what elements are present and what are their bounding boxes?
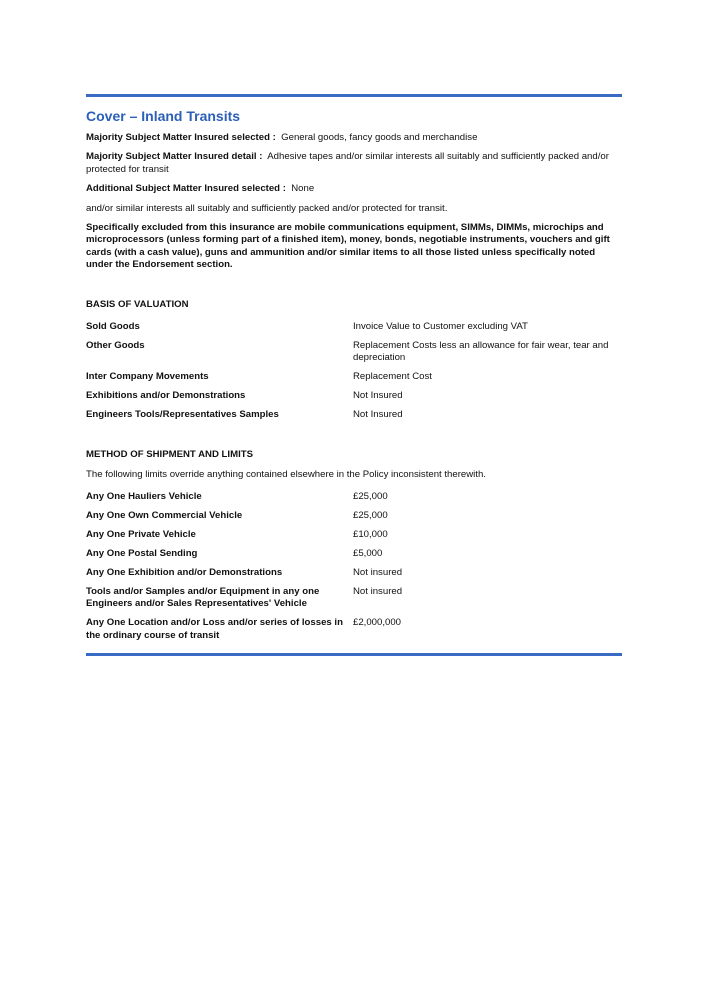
majority-detail-value: Adhesive tapes and/or similar interests all suitably and sufficiently packed and/or protected for transit: [86, 151, 609, 175]
majority-detail-label: Majority Subject Matter Insured detail :: [86, 151, 263, 163]
valuation-heading: BASIS OF VALUATION: [86, 298, 189, 310]
shipment-value: £2,000,000: [353, 617, 402, 629]
valuation-table: [86, 321, 622, 428]
shipment-value: Not insured: [353, 586, 403, 598]
valuation-value: Invoice Value to Customer excluding VAT: [353, 320, 528, 332]
shipment-label: Any One Hauliers Vehicle: [86, 491, 202, 503]
table-row: [86, 491, 622, 510]
table-row: [86, 409, 622, 428]
additional-selected-line: [86, 183, 622, 195]
shipment-note: The following limits override anything contained elsewhere in the Policy inconsistent therewith.: [86, 469, 486, 481]
majority-selected-value: General goods, fancy goods and merchandise: [281, 132, 478, 143]
shipment-label: Tools and/or Samples and/or Equipment in any one Engineers and/or Sales Representatives' Vehicle: [86, 586, 320, 610]
shipment-value: £25,000: [353, 491, 388, 503]
additional-detail-text: and/or similar interests all suitably and sufficiently packed and/or protected for transit.: [86, 202, 448, 214]
table-row: [86, 371, 622, 390]
bottom-divider: [86, 653, 622, 656]
table-row: [86, 529, 622, 548]
shipment-value: Not insured: [353, 567, 403, 579]
valuation-value: Not Insured: [353, 409, 403, 421]
shipment-label: Any One Own Commercial Vehicle: [86, 510, 243, 522]
valuation-value: Replacement Costs less an allowance for fair wear, tear and depreciation: [353, 339, 609, 364]
valuation-label: Sold Goods: [86, 320, 140, 332]
shipment-heading: METHOD OF SHIPMENT AND LIMITS: [86, 449, 253, 461]
majority-selected-label: Majority Subject Matter Insured selected :: [86, 132, 276, 143]
table-row: [86, 617, 622, 648]
majority-selected-line: [86, 132, 622, 144]
shipment-value: £10,000: [353, 529, 388, 541]
cover-title: Cover – Inland Transits: [86, 108, 241, 124]
valuation-value: Not Insured: [353, 390, 403, 402]
majority-detail-line: [86, 151, 622, 176]
shipment-value: £5,000: [353, 548, 383, 560]
additional-selected-value: None: [291, 183, 315, 195]
document-page: [86, 94, 622, 656]
shipment-label: Any One Private Vehicle: [86, 529, 196, 541]
table-row: [86, 586, 622, 617]
valuation-label: Engineers Tools/Representatives Samples: [86, 409, 279, 421]
table-row: [86, 321, 622, 340]
table-row: [86, 340, 622, 371]
table-row: [86, 567, 622, 586]
valuation-label: Exhibitions and/or Demonstrations: [86, 390, 246, 402]
additional-selected-label: Additional Subject Matter Insured selected :: [86, 183, 286, 195]
table-row: [86, 548, 622, 567]
valuation-value: Replacement Cost: [353, 371, 432, 383]
table-row: [86, 390, 622, 409]
shipment-label: Any One Location and/or Loss and/or series of losses in the ordinary course of transit: [86, 617, 343, 641]
table-row: [86, 510, 622, 529]
exclusion-text: Specifically excluded from this insurance are mobile communications equipment, SIMMs, DIMMs, microchips and microprocessors (unless forming part of a finished item), money, bonds, negotiable instruments, vouchers and gift cards (with a cash value), guns and ammunition and/or similar items to all those listed unless specifically noted under the Endorsement section.: [86, 222, 610, 271]
shipment-limits-table: [86, 491, 622, 649]
shipment-label: Any One Exhibition and/or Demonstrations: [86, 567, 283, 579]
top-divider: [86, 94, 622, 97]
shipment-label: Any One Postal Sending: [86, 548, 198, 560]
valuation-label: Inter Company Movements: [86, 371, 209, 383]
valuation-label: Other Goods: [86, 339, 145, 351]
shipment-value: £25,000: [353, 510, 388, 522]
